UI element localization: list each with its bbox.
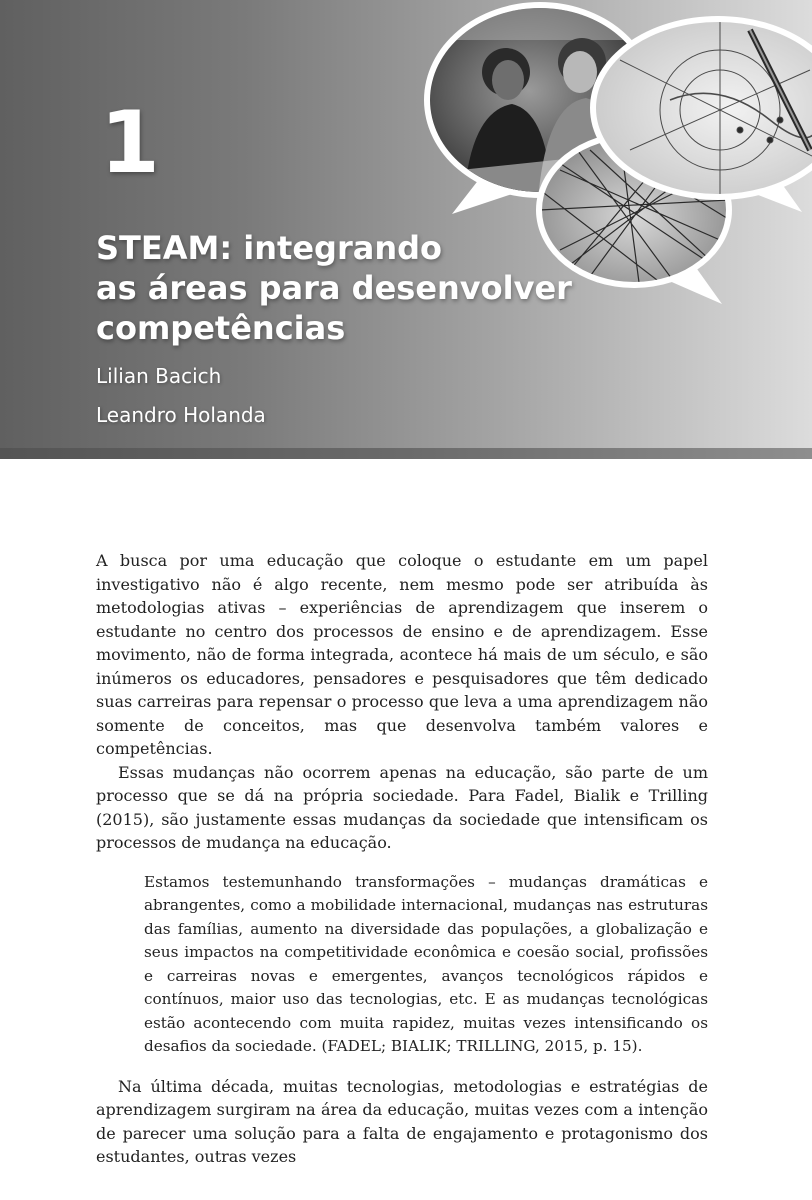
body-paragraph: A busca por uma educação que coloque o estudante em um papel investigativo não é algo recente, nem mesmo pode ser atribuída às metodologias ativas – experiências de aprendizagem que inserem o estudante no centro dos processos de ensino e de aprendizagem. Esse movimento, não de forma integrada, acontece há mais de um século, e são inúmeros os educadores, pensadores e pesquisadores que têm dedicado suas carreiras para repensar o processo que leva a uma aprendizagem não somente de conceitos, mas que desenvolva também valores e competências. [96,551,708,758]
chapter-title-line: competências [96,309,346,347]
author-name: Lilian Bacich [96,364,222,388]
author-name: Leandro Holanda [96,403,266,427]
block-quote: Estamos testemunhando transformações – mudanças dramáticas e abrangentes, como a mobilidade internacional, mudanças nas estruturas das famílias, aumento na diversidade das populações, a globalização e seus impactos na competitividade econômica e coesão social, profissões e carreiras novas e emergentes, avanços tecnológicos rápidos e contínuos, maior uso das tecnologias, etc. E as mudanças tecnológicas estão acontecendo com muita rapidez, muitas vezes intensificando os desafios da sociedade. (FADEL; BIALIK; TRILLING, 2015, p. 15). [144,872,708,1055]
chapter-title-line: as áreas para desenvolver [96,269,572,307]
chapter-header [0,0,812,448]
header-divider-bar [0,448,812,459]
chapter-body [96,549,708,1169]
body-paragraph: Essas mudanças não ocorrem apenas na educação, são parte de um processo que se dá na própria sociedade. Para Fadel, Bialik e Trilling (2015), são justamente essas mudanças da sociedade que intensificam os processos de mudança na educação. [96,762,708,852]
body-paragraph: Na última década, muitas tecnologias, metodologias e estratégias de aprendizagem surgiram na área da educação, muitas vezes com a intenção de parecer uma solução para a falta de engajamento e protagonismo dos estudantes, outras vezes [96,1076,708,1166]
chapter-title [96,228,616,348]
chapter-title-line: STEAM: integrando [96,229,442,267]
chapter-number: 1 [100,93,160,193]
